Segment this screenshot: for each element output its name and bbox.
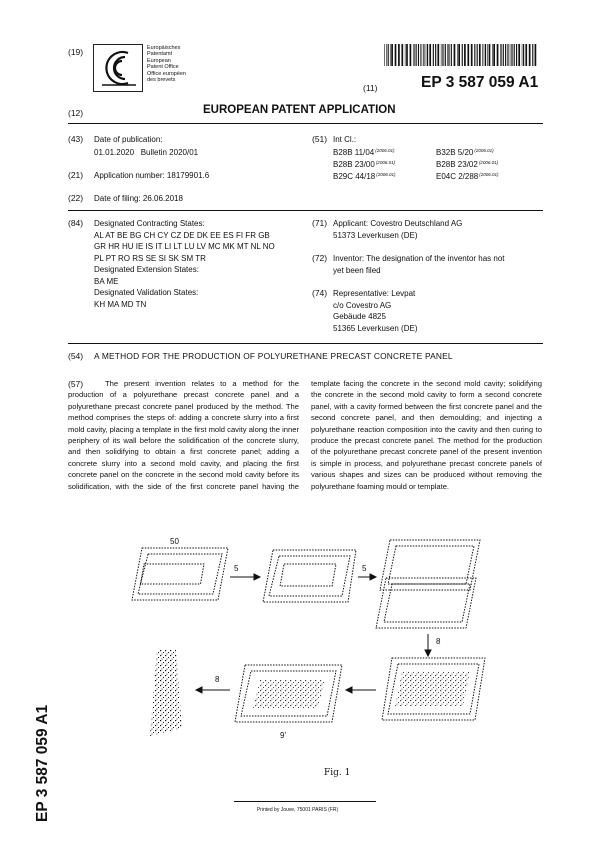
panel-step-2 — [263, 550, 356, 602]
figure-label-top: 50 — [170, 537, 179, 546]
epo-logo-icon — [94, 45, 142, 91]
ipc-class: B29C $44/18^{(2006.01)}$ — [333, 172, 396, 181]
inid-code-19: (19) — [68, 47, 84, 57]
ipc-class: B28B $23/02^{(2006.01)}$ — [436, 160, 499, 169]
ipc-class: E04C $2/288^{(2006.01)}$ — [436, 172, 499, 181]
arrow-label: 5 — [234, 564, 239, 573]
arrow-2-head — [370, 574, 376, 580]
inid-code-22: (22) — [68, 193, 84, 203]
side-publication-number: EP 3 587 059 A1 — [34, 704, 51, 822]
arrow-4-head — [346, 687, 352, 693]
figure-caption: Fig. 1 — [324, 768, 351, 778]
filing-date: Date of filing: 26.06.2018 — [94, 194, 183, 203]
figure-label-bottom: 9' — [280, 731, 286, 740]
footer-rule — [234, 801, 376, 802]
publication-number: EP 3 587 059 A1 — [421, 74, 539, 91]
panel-step-6 — [150, 650, 182, 736]
divider-title — [68, 343, 543, 344]
inid-code-57: (57) — [68, 379, 84, 389]
inid-code-54: (54) — [68, 351, 84, 361]
epo-logo — [93, 44, 143, 92]
publication-date-label: Date of publication: — [94, 135, 163, 144]
inid-code-71: (71) — [312, 218, 328, 228]
invention-title: A METHOD FOR THE PRODUCTION OF POLYURETHANE PRECAST CONCRETE PANEL — [94, 351, 453, 361]
panel-step-1 — [132, 548, 228, 600]
representative: Representative: Levpat c/o Covestro AG Gebäude 4825 51365 Leverkusen (DE) — [333, 289, 418, 333]
arrow-label: 8 — [215, 675, 220, 684]
arrow-1-head — [254, 574, 260, 580]
inventor: Inventor: The designation of the inventor has not yet been filed — [333, 254, 505, 275]
arrow-3-head — [425, 650, 431, 656]
abstract-text: The present invention relates to a method for the production of a polyurethane precast concrete panel and a polyurethane precast concrete panel produced by the method. The method comprises the steps of: adding a concrete slurry into a first mold cavity, placing a template in the first mold cavity along the inner periphery of its wall before the solidification of the concrete slurry, and then solidifying to obtain a first concrete panel; adding a concrete slurry into a second mold cavity, and placing the first concrete panel on the concrete in the second mold cavity before its solidification, with the side of the first concrete panel having the template facing the concrete in the second mold cavity; solidifying the concrete in the second mold cavity to form a second concrete panel, with a cavity formed between the first concrete panel and the second concrete panel, and then demoulding; and injecting a polyurethane reaction composition into the cavity and then curing to produce the precast concrete panel. The method for the production of the polyurethane precast concrete panel of the present invention is simple in process, and polyurethane precast concrete panels of various shapes and sizes can be produced without removing the polyurethane foaming mould or template. — [68, 379, 542, 491]
int-cl-label: Int Cl.: — [333, 135, 357, 144]
arrow-5-head — [196, 687, 202, 693]
barcode — [384, 44, 538, 66]
inid-code-72: (72) — [312, 253, 328, 263]
applicant: Applicant: Covestro Deutschland AG 51373 Leverkusen (DE) — [333, 219, 463, 240]
document-title: EUROPEAN PATENT APPLICATION — [203, 104, 396, 116]
arrow-label: 5 — [362, 564, 367, 573]
publication-date: 01.01.2020 Bulletin 2020/01 — [94, 148, 199, 157]
figure-1 — [130, 530, 490, 790]
office-name: Europäisches Patentamt European Patent Office Office européen des brevets — [147, 45, 187, 84]
inid-code-84: (84) — [68, 218, 84, 228]
abstract — [68, 378, 542, 492]
arrow-label: 8 — [436, 637, 441, 646]
ipc-class: B32B $5/20^{(2006.01)}$ — [436, 148, 494, 157]
ipc-class: B28B $23/00^{(2006.01)}$ — [333, 160, 396, 169]
printer-note: Printed by Jouve, 75001 PARIS (FR) — [256, 807, 339, 813]
divider-top — [68, 123, 543, 124]
application-number: Application number: 18179901.6 — [94, 171, 210, 180]
divider-biblio — [68, 210, 543, 211]
inid-code-74: (74) — [312, 288, 328, 298]
panel-step-3 — [376, 540, 480, 628]
inid-code-21: (21) — [68, 170, 84, 180]
designated-states: Designated Contracting States: AL AT BE BG CH CY CZ DE DK EE ES FI FR GB GR HR HU IE IS IT LI LT LU LV MC MK MT NL NO PL PT RO RS SE SI SK SM TR Designated Extension States: BA ME Designated Validation States: KH MA MD TN — [94, 219, 275, 309]
ipc-class: B28B $11/04^{(2006.01)}$ — [333, 148, 395, 157]
inid-code-11: (11) — [363, 83, 378, 93]
inid-code-12: (12) — [68, 108, 84, 118]
inid-code-51: (51) — [312, 134, 328, 144]
inid-code-43: (43) — [68, 134, 84, 144]
